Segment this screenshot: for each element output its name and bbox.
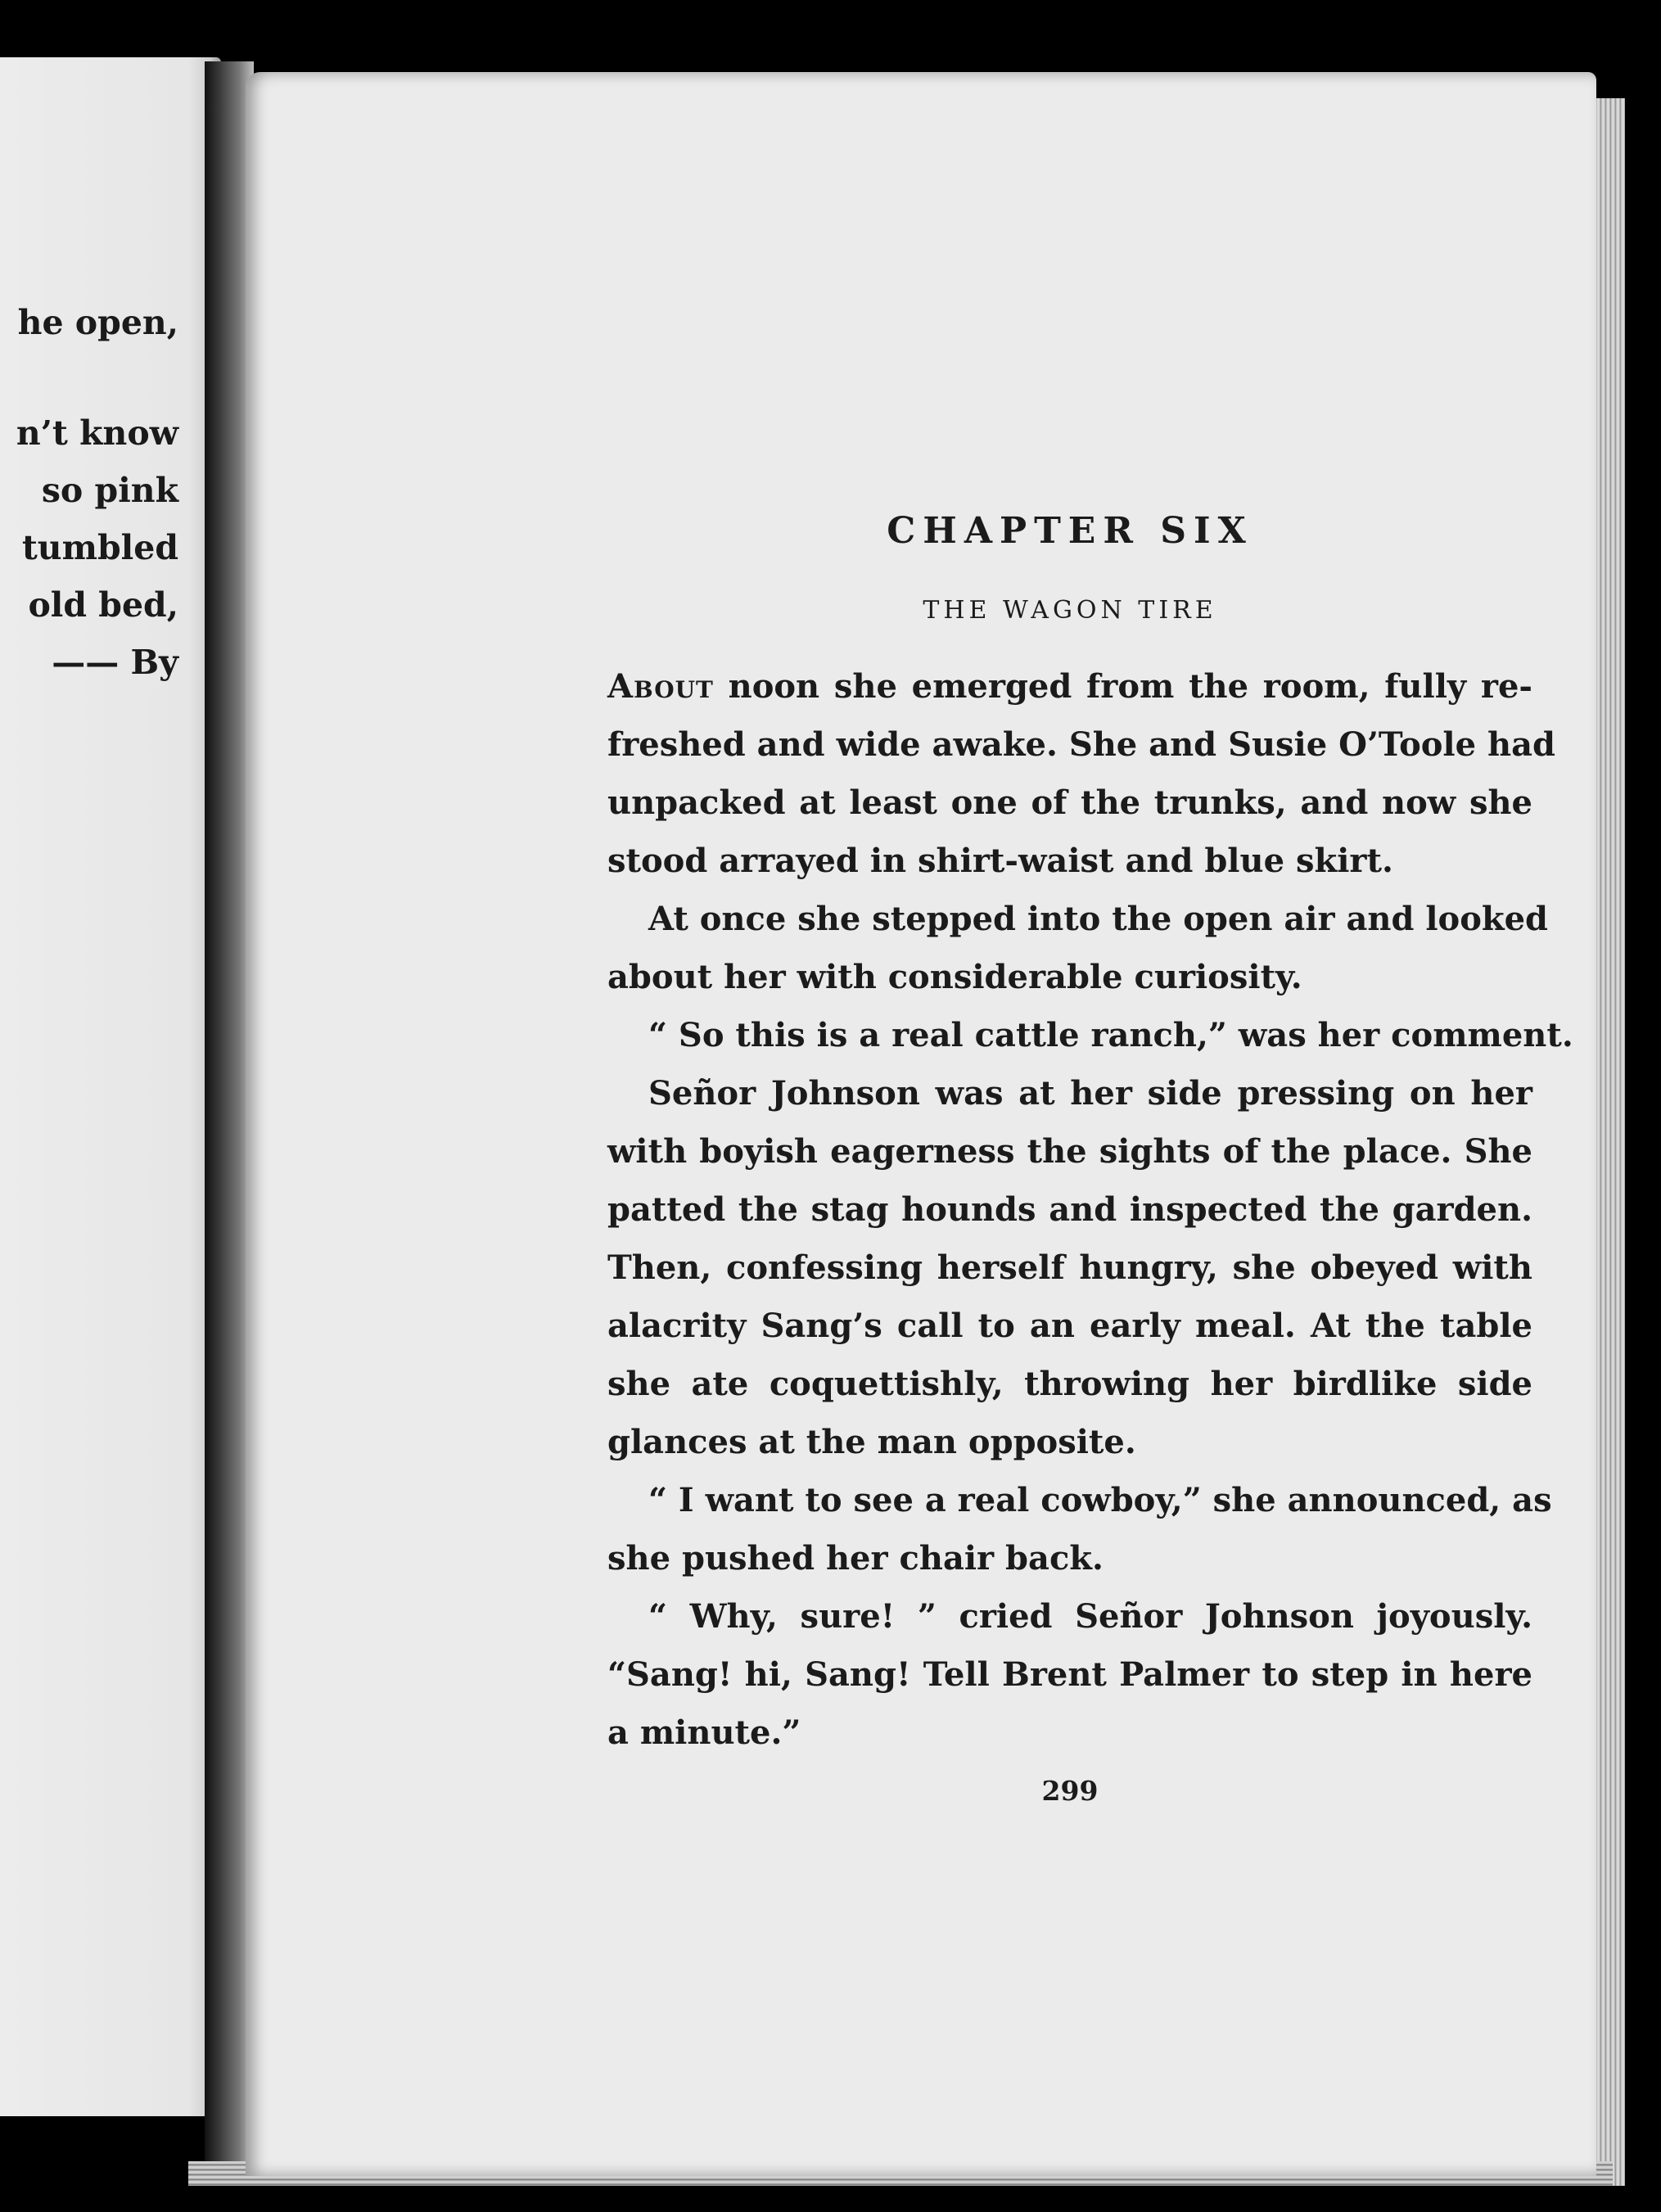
page-number: 299 xyxy=(1041,1775,1099,1807)
chapter-title: CHAPTER SIX xyxy=(887,510,1253,552)
previous-page-line: he open, xyxy=(17,303,178,342)
body-line: “Sang! hi, Sang! Tell Brent Palmer to step in here xyxy=(607,1655,1532,1694)
body-line: “ So this is a real cattle ranch,” was her comment. xyxy=(648,1016,1573,1054)
body-line: freshed and wide awake. She and Susie O’Toole had xyxy=(607,725,1555,764)
body-line xyxy=(607,667,1532,706)
body-line: “ Why, sure! ” cried Señor Johnson joyously. xyxy=(648,1597,1532,1636)
previous-page-line: so pink xyxy=(41,471,178,510)
previous-page-line: —— By xyxy=(52,643,178,682)
body-line: At once she stepped into the open air and looked xyxy=(648,900,1549,938)
body-line: stood arrayed in shirt-waist and blue skirt. xyxy=(607,842,1393,880)
current-page xyxy=(246,72,1596,2176)
chapter-subtitle: THE WAGON TIRE xyxy=(923,596,1217,625)
body-line: glances at the man opposite. xyxy=(607,1423,1136,1461)
body-line: alacrity Sang’s call to an early meal. At the table xyxy=(607,1307,1532,1345)
previous-page-line: n’t know xyxy=(16,413,178,453)
body-line: she ate coquettishly, throwing her birdlike side xyxy=(607,1365,1532,1403)
body-line: she pushed her chair back. xyxy=(607,1539,1104,1578)
previous-page xyxy=(0,57,221,2116)
body-line: with boyish eagerness the sights of the place. She xyxy=(607,1132,1532,1171)
body-line-text: noon she emerged from the room, fully re- xyxy=(713,667,1532,706)
body-line: Then, confessing herself hungry, she obeyed with xyxy=(607,1248,1532,1287)
opening-word: About xyxy=(607,667,714,706)
previous-page-line: tumbled xyxy=(21,528,178,567)
body-line: “ I want to see a real cowboy,” she announced, as xyxy=(648,1481,1552,1519)
body-line: Señor Johnson was at her side pressing on her xyxy=(648,1074,1532,1113)
previous-page-line: old bed, xyxy=(28,585,178,625)
body-line: a minute.” xyxy=(607,1713,801,1752)
body-line: about her with considerable curiosity. xyxy=(607,958,1302,996)
body-line: unpacked at least one of the trunks, and now she xyxy=(607,783,1532,822)
body-line: patted the stag hounds and inspected the garden. xyxy=(607,1190,1532,1229)
